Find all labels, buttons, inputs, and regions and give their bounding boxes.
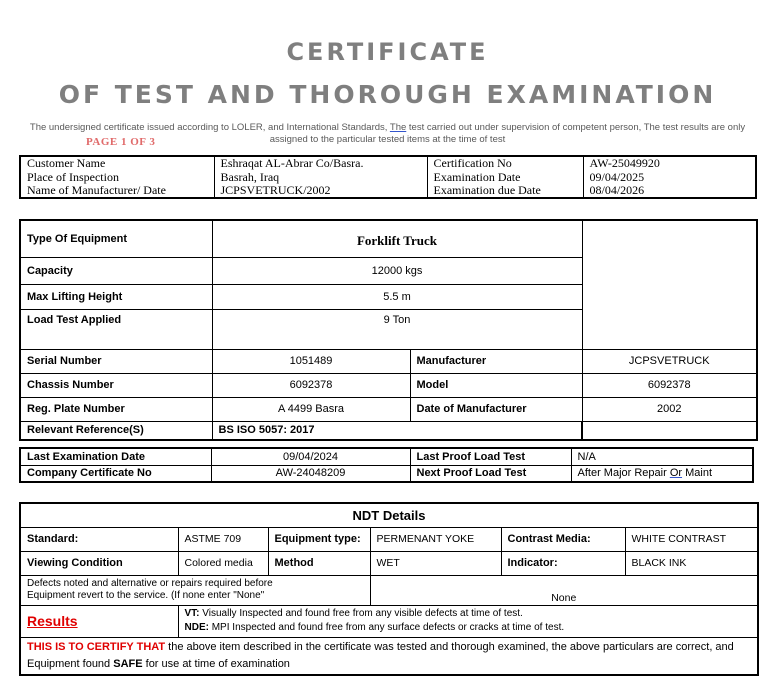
reg-plate-label: Reg. Plate Number (20, 397, 212, 421)
place-value: Basrah, Iraq (214, 170, 427, 184)
model-value: 6092378 (582, 373, 757, 397)
table-row (20, 637, 758, 675)
next-proof-label: Next Proof Load Test (410, 465, 571, 482)
viewing-value: Colored media (178, 551, 268, 575)
defects-value: None (370, 575, 758, 605)
table-row (20, 503, 758, 527)
dom-label: Date of Manufacturer (410, 397, 582, 421)
last-proof-value: N/A (571, 448, 753, 465)
certificate-subtitle: OF TEST AND THOROUGH EXAMINATION (58, 80, 717, 109)
chassis-label: Chassis Number (20, 373, 212, 397)
company-cert-value: AW-24048209 (211, 465, 410, 482)
certify-statement: THIS IS TO CERTIFY THAT the above item described in the certificate was tested and thorough examined, the above particulars are correct, and Equipment found SAFE for use at time of examination (20, 637, 758, 675)
standard-value: ASTME 709 (178, 527, 268, 551)
mfr-value: JCPSVETRUCK (582, 349, 757, 373)
load-test-label: Load Test Applied (20, 309, 212, 349)
contrast-label: Contrast Media: (501, 527, 625, 551)
capacity-value: 12000 kgs (212, 257, 582, 284)
table-row (20, 551, 758, 575)
table-row (20, 527, 758, 551)
table-row (20, 349, 757, 373)
exam-due-label: Examination due Date (427, 184, 583, 198)
type-value: Forklift Truck (212, 220, 582, 257)
next-proof-value: After Major Repair Or Maint (571, 465, 753, 482)
exam-date-value: 09/04/2025 (583, 170, 756, 184)
manufacturer-label: Name of Manufacturer/ Date (20, 184, 214, 198)
customer-name-value: Eshraqat AL-Abrar Co/Basra. (214, 156, 427, 170)
empty-cell (582, 421, 757, 440)
last-exam-value: 09/04/2024 (211, 448, 410, 465)
method-value: WET (370, 551, 501, 575)
load-test-value: 9 Ton (212, 309, 582, 349)
serial-value: 1051489 (212, 349, 410, 373)
table-row (20, 465, 753, 482)
chassis-value: 6092378 (212, 373, 410, 397)
table-row (20, 220, 757, 257)
table-row (20, 397, 757, 421)
certification-no-label: Certification No (427, 156, 583, 170)
reference-label: Relevant Reference(S) (20, 421, 212, 440)
reference-value: BS ISO 5057: 2017 (212, 421, 582, 440)
method-label: Method (268, 551, 370, 575)
page-number: PAGE 1 OF 3 (86, 136, 156, 148)
results-label: Results (20, 605, 178, 637)
last-exam-table (19, 447, 754, 483)
dom-value: 2002 (582, 397, 757, 421)
table-row (20, 184, 756, 198)
table-row (20, 448, 753, 465)
indicator-label: Indicator: (501, 551, 625, 575)
ndt-table (19, 502, 759, 676)
indicator-value: BLACK INK (625, 551, 758, 575)
reg-plate-value: A 4499 Basra (212, 397, 410, 421)
table-row (20, 605, 758, 637)
company-cert-label: Company Certificate No (20, 465, 211, 482)
last-proof-label: Last Proof Load Test (410, 448, 571, 465)
contrast-value: WHITE CONTRAST (625, 527, 758, 551)
photo-cell (582, 220, 757, 349)
serial-label: Serial Number (20, 349, 212, 373)
mfr-label: Manufacturer (410, 349, 582, 373)
model-label: Model (410, 373, 582, 397)
equipment-table (19, 219, 758, 441)
table-row (20, 156, 756, 170)
defects-label: Defects noted and alternative or repairs required before Equipment revert to the service. (If none enter "None" (20, 575, 370, 605)
exam-due-value: 08/04/2026 (583, 184, 756, 198)
table-row (20, 575, 758, 605)
max-height-label: Max Lifting Height (20, 284, 212, 309)
table-row (20, 421, 757, 440)
customer-name-label: Customer Name (20, 156, 214, 170)
capacity-label: Capacity (20, 257, 212, 284)
certificate-title: CERTIFICATE (286, 38, 489, 66)
equipment-type-label: Equipment type: (268, 527, 370, 551)
standard-label: Standard: (20, 527, 178, 551)
manufacturer-value: JCPSVETRUCK/2002 (214, 184, 427, 198)
results-text: VT: Visually Inspected and found free from any visible defects at time of test. NDE: MPI Inspected and found free from any surface defects or cracks at time of test. (178, 605, 758, 637)
intro-text: The undersigned certificate issued according to LOLER, and International Standards, The test carried out under supervision of competent person, The test results are only assigned to the particular tested items at the time of test (29, 122, 746, 145)
type-label: Type Of Equipment (20, 220, 212, 257)
certification-no-value: AW-25049920 (583, 156, 756, 170)
customer-table (19, 155, 757, 199)
max-height-value: 5.5 m (212, 284, 582, 309)
equipment-type-value: PERMENANT YOKE (370, 527, 501, 551)
last-exam-label: Last Examination Date (20, 448, 211, 465)
exam-date-label: Examination Date (427, 170, 583, 184)
viewing-label: Viewing Condition (20, 551, 178, 575)
place-label: Place of Inspection (20, 170, 214, 184)
ndt-title: NDT Details (20, 503, 758, 527)
table-row (20, 170, 756, 184)
table-row (20, 373, 757, 397)
